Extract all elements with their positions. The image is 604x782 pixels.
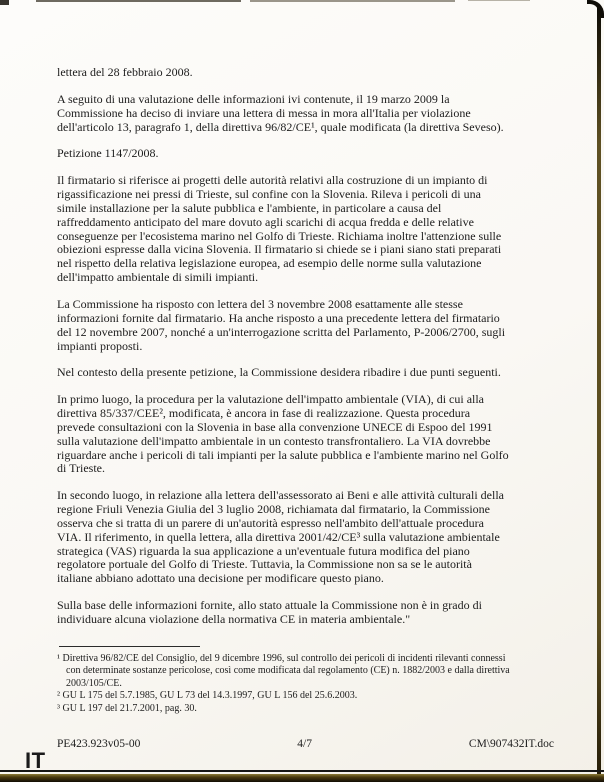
text-line: raffreddamento anticipato del mare dovuto agli scarichi di acqua fredda e delle relative [57, 214, 474, 229]
text-line: individuare alcuna violazione della normativa CE in materia ambientale." [57, 612, 411, 626]
text-line: rigassificazione nei pressi di Trieste, sul confine con la Slovenia. Rileva i pericoli di una [57, 187, 481, 202]
footnote: ³ GU L 197 del 21.7.2001, pag. 30. [57, 702, 197, 714]
paragraph [57, 147, 554, 161]
paragraph [57, 298, 554, 353]
paragraph [57, 489, 554, 586]
scan-artifact-top-edge-line-faint [250, 0, 455, 2]
text-line: informazioni fornite dal firmatario. Ha anche risposto a una precedente lettera del firmatario [57, 310, 500, 325]
footer-horizontal-rule [0, 770, 604, 772]
page-footer [57, 738, 554, 750]
scan-artifact-bottom-edge [0, 774, 604, 782]
text-line: regolatore portuale del Golfo di Trieste. Tuttavia, la Commissione non sa se le autorità [57, 557, 472, 572]
paragraph [57, 599, 554, 627]
text-line: di Trieste. [57, 461, 106, 476]
text-line: A seguito di una valutazione delle informazioni ivi contenute, il 19 marzo 2009 la [57, 91, 450, 106]
scan-artifact-top-right-corner [587, 0, 604, 18]
text-line: italiane abbiano adottato una decisione per modificare questo piano. [57, 571, 384, 586]
footnotes-section [57, 646, 554, 715]
scan-artifact-right-edge [597, 5, 601, 782]
paragraph [57, 393, 554, 476]
footnote: ¹ Direttiva 96/82/CE del Consiglio, del 9 dicembre 1996, sul controllo dei pericoli di incidenti rilevanti connessi [57, 653, 506, 664]
text-line: La Commissione ha risposto con lettera del 3 novembre 2008 esattamente alle stesse [57, 296, 463, 311]
text-line: conseguenze per l'ecosistema marino nel Golfo di Trieste. Richiama inoltre l'attenzione sulle [57, 228, 502, 243]
page-number: 4/7 [297, 738, 312, 750]
text-line: strategica (VAS) riguarda la sua applicazione a un'eventuale futura modifica del piano [57, 543, 470, 558]
text-line: Sulla base delle informazioni fornite, allo stato attuale la Commissione non è in grado di [57, 598, 482, 613]
text-line: obiezioni espresse dalla vicina Slovenia. Il firmatario si chiede se i piani siano stati preparati [57, 242, 502, 257]
document-body [57, 66, 554, 640]
text-line: prevede consultazioni con la Slovenia in base alla convenzione UNECE di Espoo del 1991 [57, 419, 493, 434]
paragraph [57, 93, 554, 135]
footnote-continuation-line: 2003/105/CE. [66, 677, 122, 689]
text-line: osserva che si tratta di un parere di un'autorità espresso nell'ambito dell'attuale procedura [57, 515, 484, 530]
scan-artifact-top-edge-line [36, 0, 241, 2]
text-line: regione Friuli Venezia Giulia del 3 luglio 2008, richiamata dal firmatario, la Commissione [57, 502, 491, 517]
text-line: Il firmatario si riferisce ai progetti delle autorità relativi alla costruzione di un impianto di [57, 173, 488, 188]
text-line: Commissione ha deciso di inviare una lettera di messa in mora all'Italia per violazione [57, 105, 471, 120]
scan-artifact-top-left-mark [0, 0, 9, 5]
paragraph [57, 66, 554, 80]
language-code: IT [25, 748, 46, 773]
paragraph [57, 174, 554, 285]
footnotes-list [57, 653, 554, 715]
paragraph [57, 366, 554, 380]
text-line: In secondo luogo, in relazione alla lettera dell'assessorato ai Beni e alle attività culturali della [57, 488, 504, 503]
file-name: CM\907432IT.doc [468, 738, 554, 750]
scan-artifact-top-edge-line-fainter [468, 0, 530, 1]
footnote-separator-rule [59, 646, 200, 647]
text-line: Petizione 1147/2008. [57, 146, 159, 161]
text-line: In primo luogo, la procedura per la valutazione dell'impatto ambientale (VIA), di cui alla [57, 392, 485, 407]
text-line: direttiva 85/337/CEE², modificata, è ancora in fase di realizzazione. Questa procedura [57, 406, 471, 421]
document-reference: PE423.923v05-00 [57, 738, 141, 750]
text-line: riguardare anche i pericoli di tali impianti per la salute pubblica e l'ambiente marino nel Golfo [57, 447, 509, 462]
text-line: sulla valutazione dell'impatto ambientale in un contesto transfrontaliero. La VIA dovrebbe [57, 433, 491, 448]
text-line: Nel contesto della presente petizione, la Commissione desidera ribadire i due punti seguenti. [57, 365, 501, 380]
text-line: VIA. Il riferimento, in quella lettera, alla direttiva 2001/42/CE³ sulla valutazione ambientale [57, 529, 500, 544]
text-line: del 12 novembre 2007, nonché a un'interrogazione scritta del Parlamento, P-2006/2700, sugli [57, 324, 506, 339]
text-line: impianti proposti. [57, 338, 143, 353]
footnote-continuation-line: con determinate sostanze pericolose, così come modificata dal regolamento (CE) n. 1882/2003 e dalla direttiva [66, 665, 510, 677]
text-line: dell'impatto ambientale di simili impianti. [57, 270, 259, 285]
text-line: lettera del 28 febbraio 2008. [57, 65, 193, 79]
text-line: nel rispetto della relativa legislazione europea, ad esempio delle norme sulla valutazione [57, 256, 482, 271]
text-line: simile installazione per la salute pubblica e l'ambiente, in particolare a causa del [57, 200, 442, 215]
text-line: dell'articolo 13, paragrafo 1, della direttiva 96/82/CE¹, quale modificata (la direttiva Seveso). [57, 119, 504, 134]
footnote: ² GU L 175 del 5.7.1985, GU L 73 del 14.3.1997, GU L 156 del 25.6.2003. [57, 690, 358, 702]
